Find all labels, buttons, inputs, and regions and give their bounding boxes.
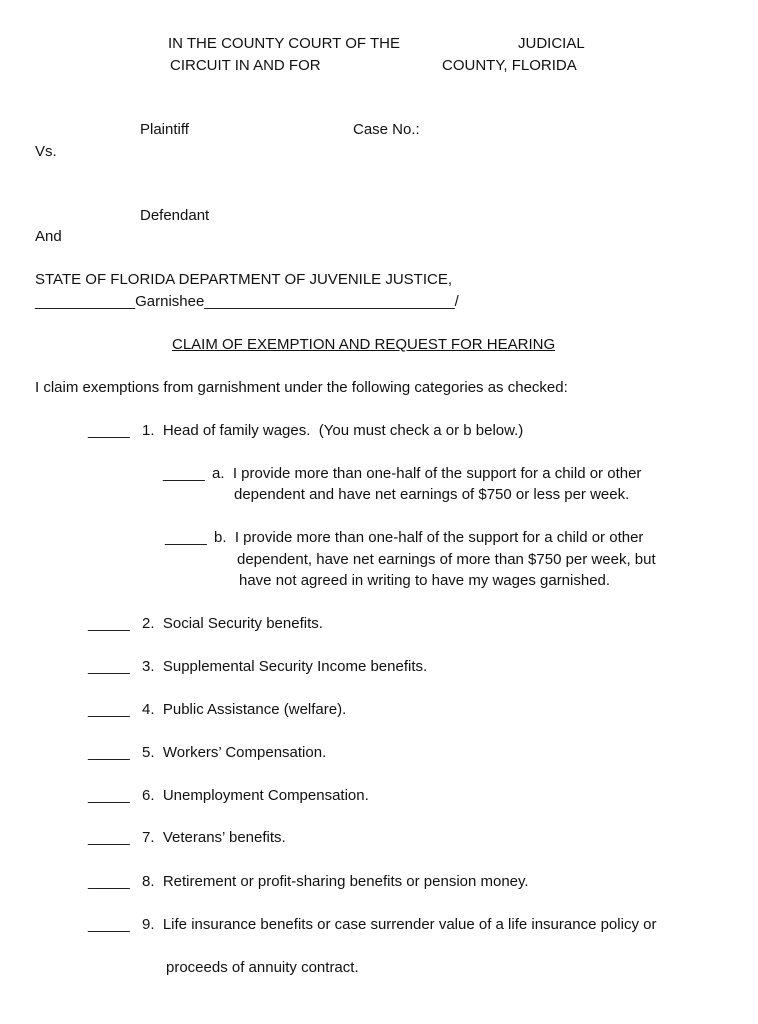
- item-5-checkbox-blank[interactable]: _____: [88, 744, 130, 761]
- and-label: And: [35, 228, 62, 245]
- item-1a-label-line2: dependent and have net earnings of $750 or less per week.: [234, 486, 630, 503]
- defendant-label: Defendant: [140, 207, 210, 224]
- garnishee-line: ____________Garnishee______________________________/: [35, 293, 459, 310]
- item-9-label-line1: 9. Life insurance benefits or case surrender value of a life insurance policy or: [142, 916, 657, 933]
- item-4-label: 4. Public Assistance (welfare).: [142, 701, 347, 718]
- item-5-label: 5. Workers’ Compensation.: [142, 744, 327, 761]
- item-3-label: 3. Supplemental Security Income benefits.: [142, 658, 428, 675]
- item-6-checkbox-blank[interactable]: _____: [88, 787, 130, 804]
- court-caption-line1-left: IN THE COUNTY COURT OF THE: [168, 35, 400, 52]
- item-1b-checkbox-blank[interactable]: _____: [165, 529, 207, 546]
- item-1a-label-line1: a. I provide more than one-half of the support for a child or other: [212, 465, 642, 482]
- item-1a-checkbox-blank[interactable]: _____: [163, 465, 205, 482]
- item-9-label-line2: proceeds of annuity contract.: [166, 959, 359, 976]
- garnishee-name: STATE OF FLORIDA DEPARTMENT OF JUVENILE JUSTICE,: [35, 271, 453, 288]
- item-1-label: 1. Head of family wages. (You must check a or b below.): [142, 422, 524, 439]
- item-2-label: 2. Social Security benefits.: [142, 615, 323, 632]
- court-caption-line1-right: JUDICIAL: [518, 35, 585, 52]
- item-9-checkbox-blank[interactable]: _____: [88, 916, 130, 933]
- item-7-label: 7. Veterans’ benefits.: [142, 829, 286, 846]
- court-caption-line2-right: COUNTY, FLORIDA: [442, 57, 577, 74]
- item-8-label: 8. Retirement or profit-sharing benefits or pension money.: [142, 873, 529, 890]
- item-4-checkbox-blank[interactable]: _____: [88, 701, 130, 718]
- intro-text: I claim exemptions from garnishment under the following categories as checked:: [35, 379, 568, 396]
- item-8-checkbox-blank[interactable]: _____: [88, 873, 130, 890]
- item-1b-label-line1: b. I provide more than one-half of the support for a child or other: [214, 529, 644, 546]
- court-caption-line2-left: CIRCUIT IN AND FOR: [170, 57, 321, 74]
- case-number-label: Case No.:: [353, 121, 420, 138]
- item-6-label: 6. Unemployment Compensation.: [142, 787, 369, 804]
- form-title: CLAIM OF EXEMPTION AND REQUEST FOR HEARING: [172, 336, 556, 353]
- item-3-checkbox-blank[interactable]: _____: [88, 658, 130, 675]
- item-1b-label-line3: have not agreed in writing to have my wages garnished.: [239, 572, 611, 589]
- item-1-checkbox-blank[interactable]: _____: [88, 422, 130, 439]
- plaintiff-label: Plaintiff: [140, 121, 189, 138]
- item-2-checkbox-blank[interactable]: _____: [88, 615, 130, 632]
- item-7-checkbox-blank[interactable]: _____: [88, 829, 130, 846]
- item-1b-label-line2: dependent, have net earnings of more than $750 per week, but: [237, 551, 656, 568]
- versus-label: Vs.: [35, 143, 57, 160]
